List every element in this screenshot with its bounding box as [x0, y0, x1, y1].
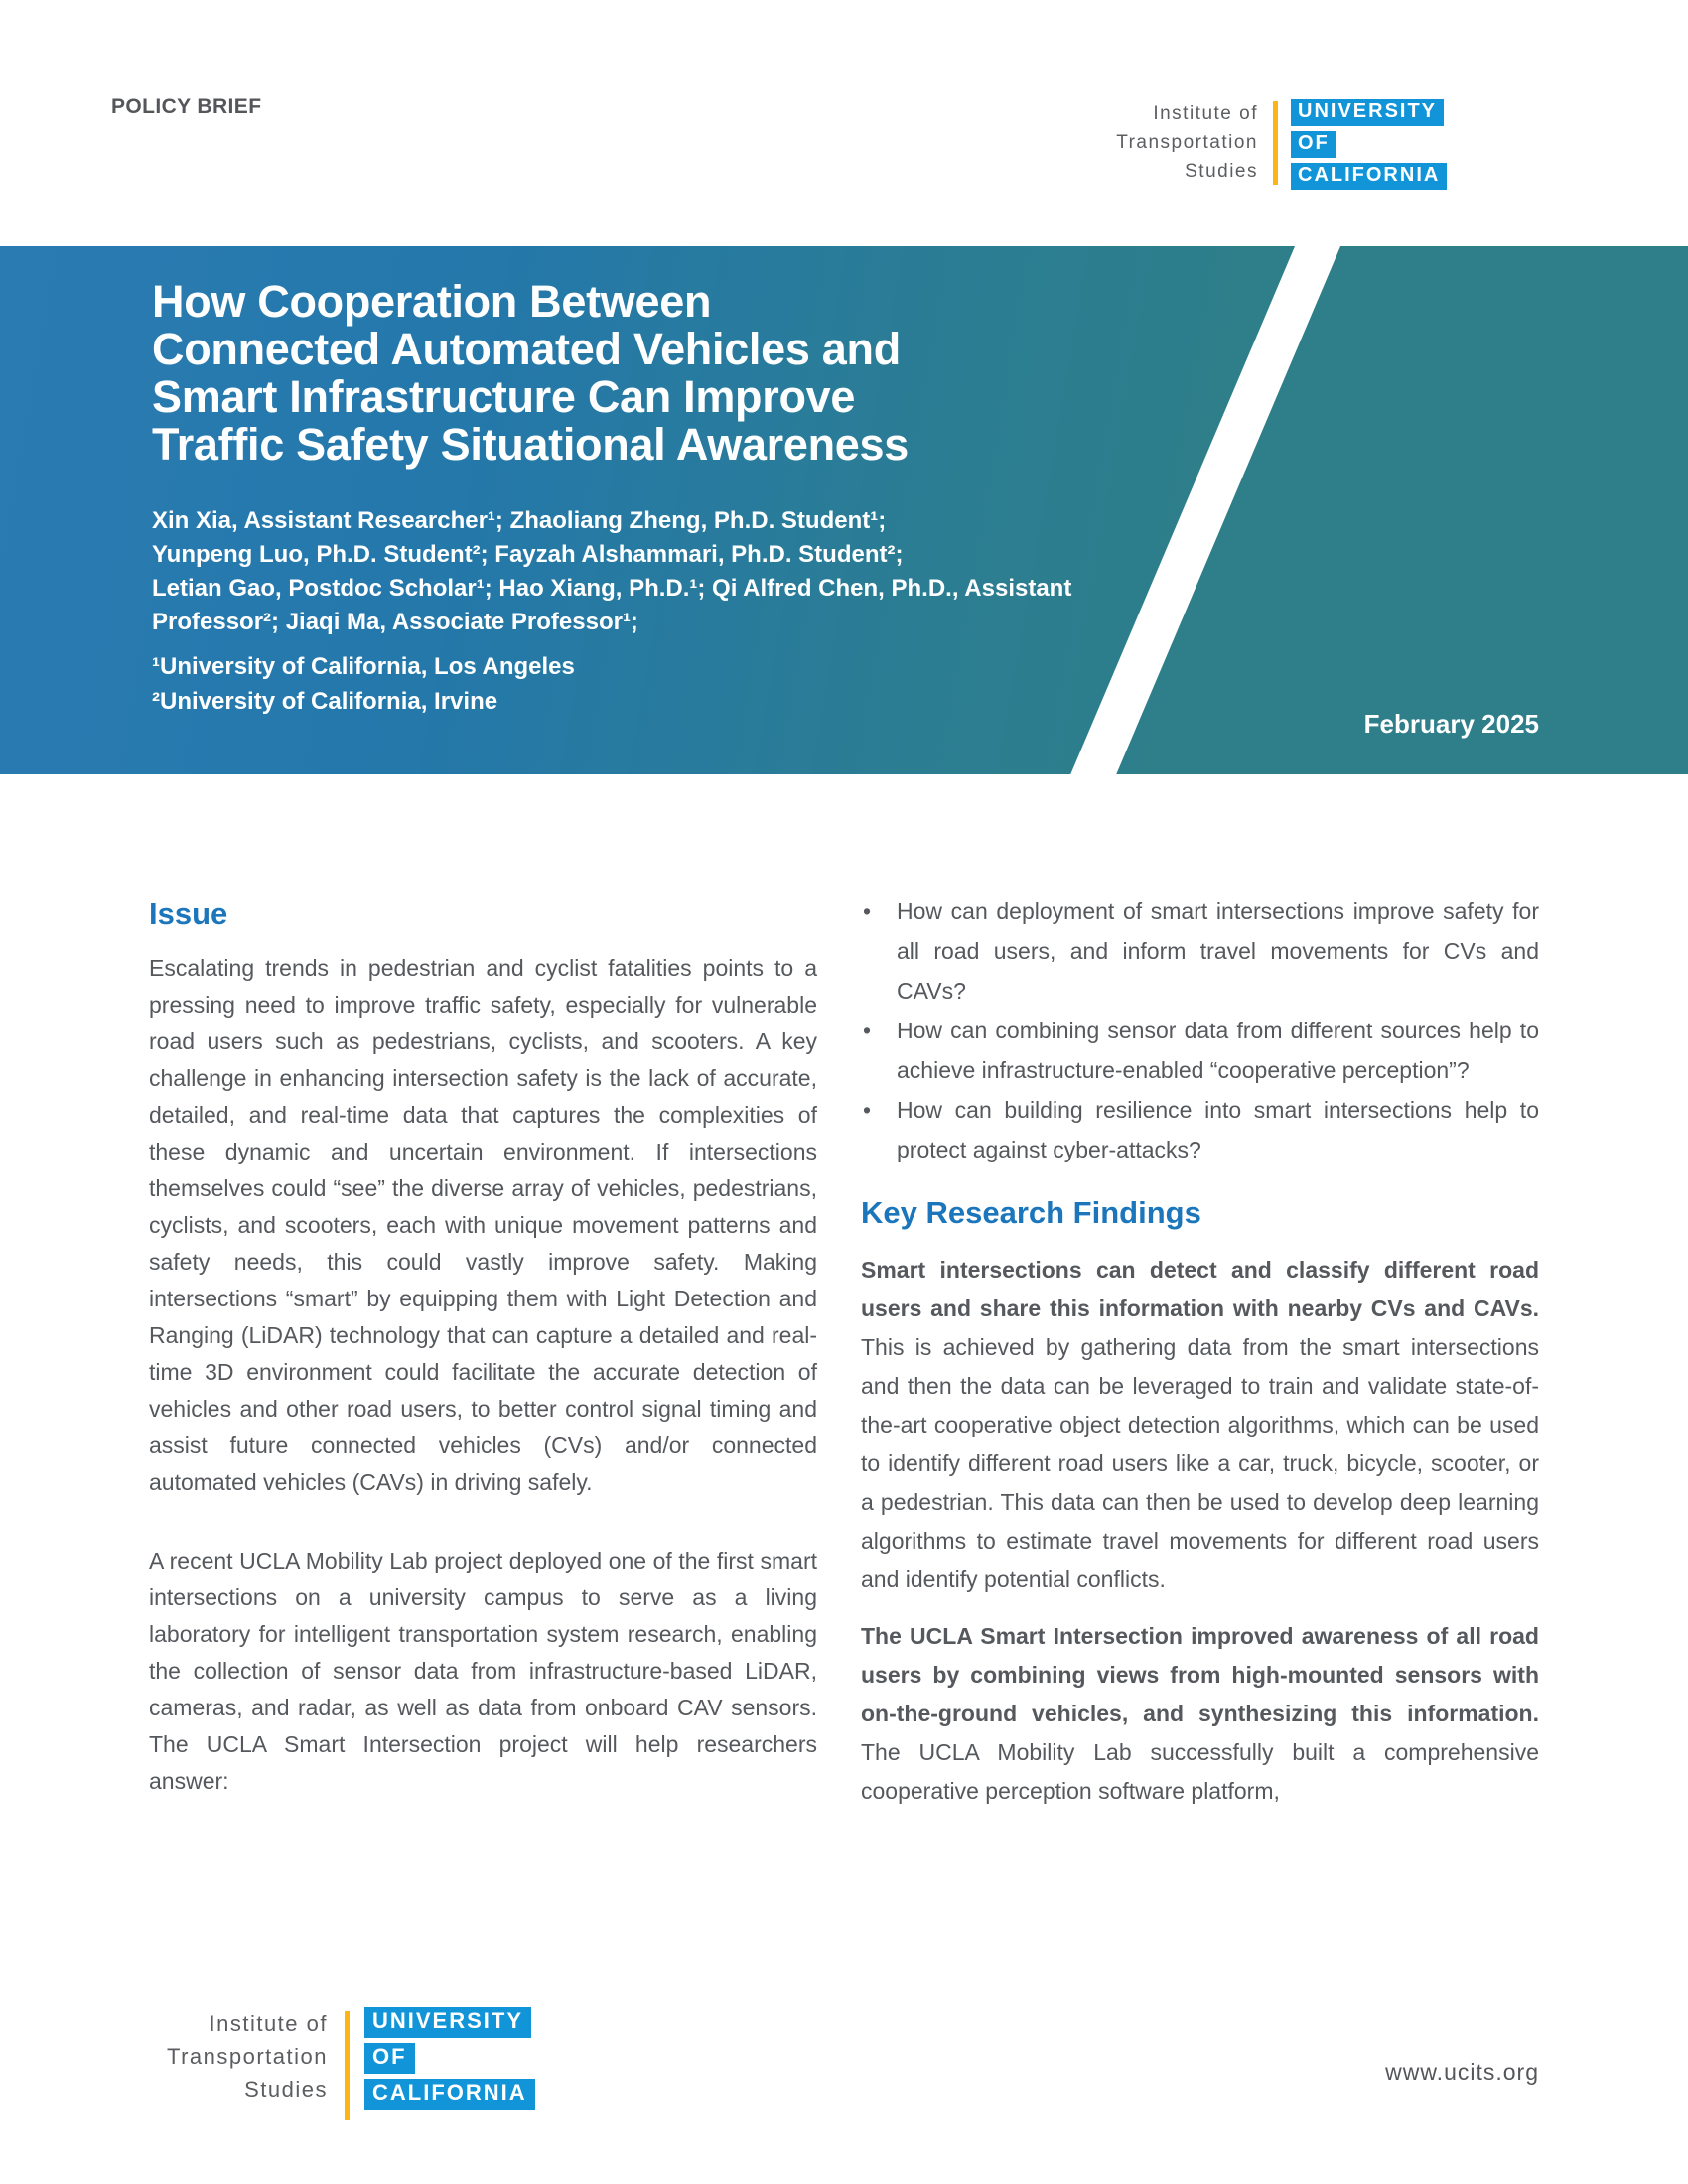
its-uc-logo-footer	[159, 2007, 535, 2105]
its-uc-logo-header	[1107, 99, 1447, 190]
page-title-line: Traffic Safety Situational Awareness	[152, 419, 909, 470]
research-question-text: How can deployment of smart intersections improve safety for all road users, and inform travel movements for CVs and CAVs?	[897, 898, 1539, 1004]
its-wordmark-line: Studies	[1185, 161, 1258, 182]
issue-paragraph: Escalating trends in pedestrian and cyclist fatalities points to a pressing need to improve traffic safety, especially for vulnerable road users such as pedestrians, cyclists, and scooters. A key challenge in enhancing intersection safety is the lack of accurate, detailed, and real-time data that captures the complexities of these dynamic and uncertain environment. If intersections themselves could “see” the diverse array of vehicles, pedestrians, cyclists, and scooters, each with unique movement patterns and safety needs, this could vastly improve safety. Making intersections “smart” by equipping them with Light Detection and Ranging (LiDAR) technology that can capture a detailed and real-time 3D environment could facilitate the accurate detection of vehicles and other road users, to better control signal timing and assist future connected vehicles (CVs) and/or connected automated vehicles (CAVs) in driving safely.	[149, 955, 817, 1495]
its-wordmark-line: Institute of	[1153, 103, 1258, 124]
research-question-list	[861, 891, 1539, 1169]
uc-wordmark-line: UNIVERSITY	[364, 2007, 531, 2038]
uc-wordmark-line: CALIFORNIA	[364, 2079, 535, 2110]
author-line: Yunpeng Luo, Ph.D. Student²; Fayzah Alshammari, Ph.D. Student²;	[152, 541, 904, 568]
research-question-text: How can combining sensor data from different sources help to achieve infrastructure-enabled “cooperative perception”?	[897, 1018, 1539, 1083]
diagonal-slash-decoration	[1062, 232, 1346, 794]
its-wordmark	[159, 2007, 328, 2102]
findings-lead-bold: The UCLA Smart Intersection improved awareness of all road users by combining views from high-mounted sensors with on-the-ground vehicles, and synthesizing this information.	[861, 1623, 1539, 1726]
findings-text: The UCLA Mobility Lab successfully built a comprehensive cooperative perception software platform,	[861, 1739, 1539, 1804]
findings-paragraph	[861, 1617, 1539, 1811]
research-question-item	[861, 1011, 1539, 1090]
page-title-line: Connected Automated Vehicles and	[152, 324, 901, 374]
page-title-line: Smart Infrastructure Can Improve	[152, 371, 856, 422]
author-line: Xin Xia, Assistant Researcher¹; Zhaoliang Zheng, Ph.D. Student¹;	[152, 507, 887, 534]
its-wordmark-line: Studies	[244, 2077, 328, 2102]
publication-date: February 2025	[1363, 709, 1539, 739]
bullet-icon: •	[863, 898, 872, 924]
affiliation-line: ¹University of California, Los Angeles	[152, 653, 575, 680]
research-question-item	[861, 1090, 1539, 1169]
title-banner	[0, 246, 1688, 774]
its-wordmark-line: Transportation	[166, 2044, 328, 2069]
uc-wordmark-line: CALIFORNIA	[1291, 163, 1447, 190]
affiliation-list	[152, 649, 575, 719]
author-line: Letian Gao, Postdoc Scholar¹; Hao Xiang, Ph.D.¹; Qi Alfred Chen, Ph.D., Assistant	[152, 575, 1072, 602]
policy-brief-kicker: POLICY BRIEF	[111, 95, 262, 118]
uc-wordmark	[364, 2007, 535, 2105]
uc-wordmark-line: OF	[364, 2043, 415, 2074]
issue-paragraph: A recent UCLA Mobility Lab project deployed one of the first smart intersections on a university campus to serve as a living laboratory for intelligent transportation system research, enabling the collection of sensor data from infrastructure-based LiDAR, cameras, and radar, as well as data from onboard CAV sensors. The UCLA Smart Intersection project will help researchers answer:	[149, 1548, 817, 1794]
research-question-text: How can building resilience into smart intersections help to protect against cyber-attacks?	[897, 1097, 1539, 1162]
uc-wordmark	[1291, 99, 1447, 190]
uc-wordmark-line: UNIVERSITY	[1291, 99, 1444, 126]
website-link[interactable]: www.ucits.org	[1385, 2059, 1539, 2085]
findings-text: This is achieved by gathering data from the smart intersections and then the data can be leveraged to train and validate state-of-the-art cooperative object detection algorithms, which can be used to identify different road users like a car, truck, bicycle, scooter, or a pedestrian. This data can then be used to develop deep learning algorithms to estimate travel movements for different road users and identify potential conflicts.	[861, 1334, 1539, 1592]
page-title	[152, 278, 909, 469]
author-line: Professor²; Jiaqi Ma, Associate Professor¹;	[152, 609, 638, 635]
gold-divider-bar	[1273, 101, 1278, 185]
affiliation-line: ²University of California, Irvine	[152, 688, 498, 715]
its-wordmark-line: Transportation	[1116, 132, 1258, 153]
right-column	[861, 891, 1539, 1829]
bullet-icon: •	[863, 1097, 872, 1123]
key-research-findings-heading: Key Research Findings	[861, 1195, 1201, 1230]
author-list	[152, 504, 1071, 639]
findings-paragraph	[861, 1251, 1539, 1599]
issue-heading: Issue	[149, 896, 228, 931]
findings-lead-bold: Smart intersections can detect and classify different road users and share this information with nearby CVs and CAVs.	[861, 1257, 1539, 1321]
its-wordmark	[1107, 99, 1258, 190]
page-title-line: How Cooperation Between	[152, 276, 712, 327]
bullet-icon: •	[863, 1018, 872, 1043]
left-column	[149, 896, 817, 1842]
gold-divider-bar	[345, 2011, 350, 2120]
research-question-item	[861, 891, 1539, 1011]
uc-wordmark-line: OF	[1291, 131, 1336, 158]
its-wordmark-line: Institute of	[209, 2011, 328, 2036]
